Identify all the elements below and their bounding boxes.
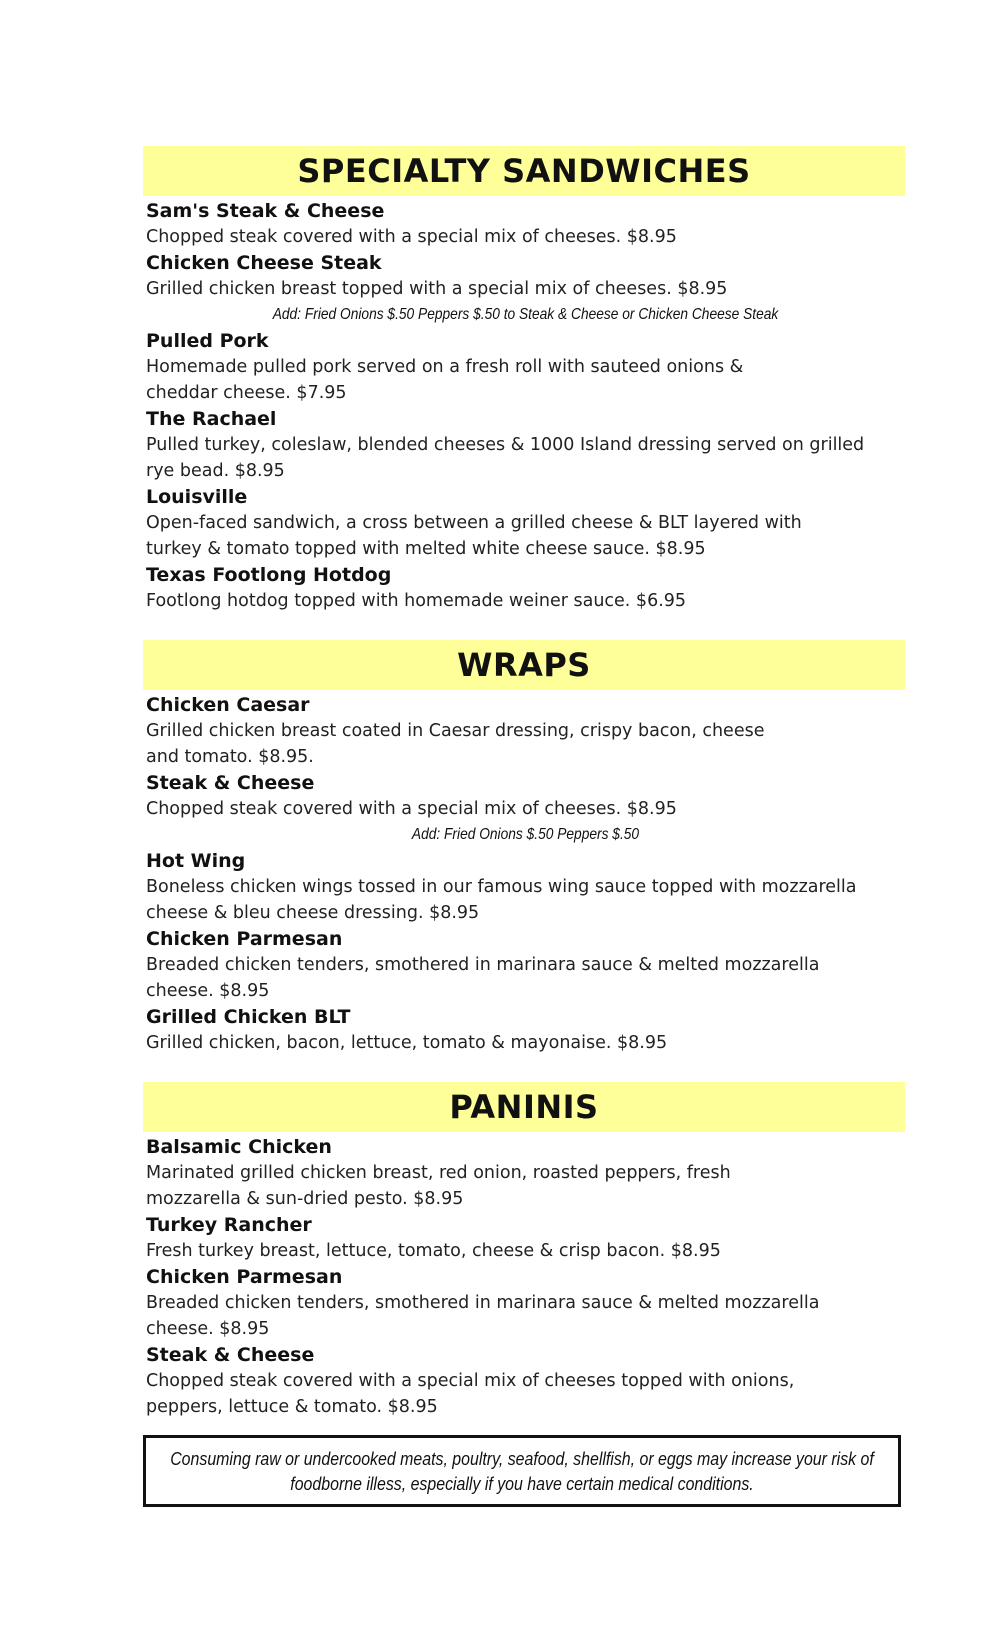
item-description: peppers, lettuce & tomato. $8.95: [146, 1397, 438, 1417]
item-name: Chicken Parmesan: [146, 1266, 343, 1288]
item-name: Texas Footlong Hotdog: [146, 564, 392, 586]
menu-page: [143, 146, 905, 1420]
item-description: Homemade pulled pork served on a fresh roll with sauteed onions &: [146, 357, 744, 377]
health-notice-line: foodborne illess, especially if you have certain medical conditions.: [290, 1473, 754, 1494]
item-description: Breaded chicken tenders, smothered in marinara sauce & melted mozzarella: [146, 955, 820, 975]
item-description: Boneless chicken wings tossed in our famous wing sauce topped with mozzarella: [146, 877, 857, 897]
item-name: Louisville: [146, 486, 248, 508]
item-name: Chicken Parmesan: [146, 928, 343, 950]
section-specialty-sandwiches: [143, 146, 905, 614]
item-name: Chicken Caesar: [146, 694, 310, 716]
item-name: Steak & Cheese: [146, 1344, 315, 1366]
item-description: rye bead. $8.95: [146, 461, 285, 481]
health-notice-line: Consuming raw or undercooked meats, poultry, seafood, shellfish, or eggs may increase your risk of: [170, 1448, 874, 1469]
item-name: The Rachael: [146, 408, 277, 430]
section-title: PANINIS: [143, 1082, 905, 1132]
section-title: WRAPS: [143, 640, 905, 690]
item-description: turkey & tomato topped with melted white cheese sauce. $8.95: [146, 539, 706, 559]
item-name: Pulled Pork: [146, 330, 269, 352]
section-wraps: [143, 640, 905, 1056]
health-notice-box: [143, 1435, 901, 1507]
item-description: mozzarella & sun-dried pesto. $8.95: [146, 1189, 464, 1209]
item-description: Chopped steak covered with a special mix of cheeses. $8.95: [146, 227, 677, 247]
item-description: Pulled turkey, coleslaw, blended cheeses & 1000 Island dressing served on grilled: [146, 435, 865, 455]
item-description: Grilled chicken, bacon, lettuce, tomato & mayonaise. $8.95: [146, 1033, 668, 1053]
addon-note: Add: Fried Onions $.50 Peppers $.50: [411, 826, 640, 843]
item-name: Grilled Chicken BLT: [146, 1006, 351, 1028]
item-name: Hot Wing: [146, 850, 246, 872]
item-name: Balsamic Chicken: [146, 1136, 332, 1158]
section-title: SPECIALTY SANDWICHES: [143, 146, 905, 196]
item-description: Fresh turkey breast, lettuce, tomato, cheese & crisp bacon. $8.95: [146, 1241, 721, 1261]
item-description: Chopped steak covered with a special mix of cheeses topped with onions,: [146, 1371, 795, 1391]
item-description: cheese & bleu cheese dressing. $8.95: [146, 903, 480, 923]
item-description: Grilled chicken breast coated in Caesar dressing, crispy bacon, cheese: [146, 721, 765, 741]
item-description: cheese. $8.95: [146, 981, 270, 1001]
addon-note: Add: Fried Onions $.50 Peppers $.50 to Steak & Cheese or Chicken Cheese Steak: [272, 306, 779, 323]
item-name: Chicken Cheese Steak: [146, 252, 382, 274]
section-paninis: [143, 1082, 905, 1420]
item-name: Turkey Rancher: [146, 1214, 312, 1236]
item-description: Grilled chicken breast topped with a special mix of cheeses. $8.95: [146, 279, 728, 299]
item-description: Footlong hotdog topped with homemade weiner sauce. $6.95: [146, 591, 687, 611]
item-description: and tomato. $8.95.: [146, 747, 314, 767]
item-description: Marinated grilled chicken breast, red onion, roasted peppers, fresh: [146, 1163, 731, 1183]
item-name: Sam's Steak & Cheese: [146, 200, 385, 222]
item-description: cheese. $8.95: [146, 1319, 270, 1339]
item-description: cheddar cheese. $7.95: [146, 383, 347, 403]
item-description: Open-faced sandwich, a cross between a grilled cheese & BLT layered with: [146, 513, 802, 533]
health-notice-text: [148, 1446, 896, 1496]
item-description: Breaded chicken tenders, smothered in marinara sauce & melted mozzarella: [146, 1293, 820, 1313]
item-description: Chopped steak covered with a special mix of cheeses. $8.95: [146, 799, 677, 819]
item-name: Steak & Cheese: [146, 772, 315, 794]
